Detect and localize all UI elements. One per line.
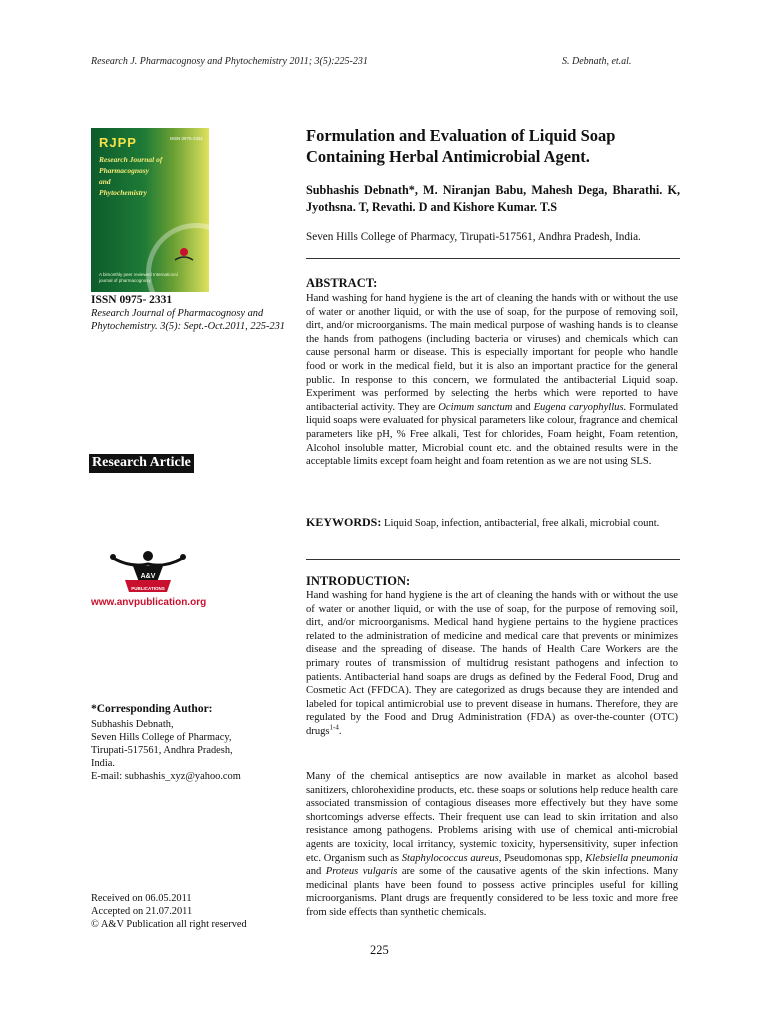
publisher-name: PUBLICATIONS (131, 586, 165, 591)
organism-name: Klebsiella pneumonia (585, 852, 678, 864)
introduction-paragraph-2: Many of the chemical antiseptics are now available in market as alcohol based sanitizers, chlorohexidine products, etc. these soaps or solutions help reduce health care associated transmission of contagious diseases more effectively but they have some shortcomings adverse effects. Their frequent use can lead to skin irritation and also resistance among pathogens. Problems arising with use of chemical anti-microbial agents are toxicity, local irritancy, systemic toxicity, hypersensitivity, super infection etc. Organism such as Staphylococcus aureus, Pseudomonas spp, Klebsiella pneumonia and Proteus vulgaris are some of the causative agents of the skin infections. Many medicinal plants have been found to possess active principles useful for killing microorganisms. Plant drugs are frequently considered to be less toxic and more free from side effects than synthetic chemicals. (306, 771, 679, 918)
keywords-label: KEYWORDS: (306, 515, 382, 529)
herb-name: Ocimum sanctum (438, 401, 513, 413)
journal-citation: Research Journal of Pharmacognosy and Phytochemistry. 3(5): Sept.-Oct.2011, 225-231 (91, 308, 286, 332)
cover-logo: RJPP (99, 135, 137, 150)
corresponding-line: Tirupati-517561, Andhra Pradesh, (91, 745, 233, 756)
journal-cover-image (91, 128, 209, 292)
article-authors: Subhashis Debnath*, M. Niranjan Babu, Mahesh Dega, Bharathi. K, Jyothsna. T, Revathi. D and Kishore Kumar. T.S (306, 183, 680, 214)
divider (306, 258, 680, 259)
page-number: 225 (370, 943, 389, 957)
keywords (306, 515, 678, 531)
abstract-heading: ABSTRACT: (306, 276, 378, 290)
accepted-date: Accepted on 21.07.2011 (91, 906, 193, 917)
svg-text:A&V: A&V (140, 573, 156, 580)
cover-issn: ISSN 0975-2331 (169, 136, 203, 141)
received-date: Received on 06.05.2011 (91, 893, 192, 904)
divider (306, 559, 680, 560)
issn-label: ISSN 0975- 2331 (91, 294, 173, 306)
corresponding-email[interactable]: E-mail: subhashis_xyz@yahoo.com (91, 771, 241, 782)
organism-name: Staphylococcus aureus (401, 852, 499, 864)
abstract-text: Hand washing for hand hygiene is the art of cleaning the hands with or without the use of water or another liquid, or with the use of soap, for the purpose of removing soil, dirt, and/or microorganisms. The main medical purpose of washing hands is to cleanse the hands from pathogens (including bacteria or viruses) and chemicals which can cause personal harm or disease. This is especially important for people who handle food or work in the medical field, but it is also an important practice for the general public. In response to this concern, we formulated the antibacterial Liquid soap. Experiment was performed by selecting the herbs which were reported to have antibacterial activity. They are Ocimum sanctum and Eugena caryophyllus. Formulated liquid soaps were evaluated for physical parameters like colour, fragrance and chemical parameters like pH, % Free alkali, Test for chlorides, Foam height, Foam retention, Alcohol insoluble matter, Microbial count etc. and the obtained results were in the acceptable limits except foam height and foam retention as we are not using SLS. (306, 293, 678, 468)
article-affiliation: Seven Hills College of Pharmacy, Tirupati-517561, Andhra Pradesh, India. (306, 231, 641, 243)
article-type-badge: Research Article (89, 454, 194, 473)
corresponding-line: Subhashis Debnath, (91, 719, 174, 730)
corresponding-author-heading: *Corresponding Author: (91, 703, 213, 715)
cover-emblem-icon (173, 246, 195, 262)
running-header-journal: Research J. Pharmacognosy and Phytochemistry 2011; 3(5):225-231 (91, 56, 368, 67)
corresponding-line: Seven Hills College of Pharmacy, (91, 732, 232, 743)
article-title: Formulation and Evaluation of Liquid Soap Containing Herbal Antimicrobial Agent. (306, 126, 616, 166)
copyright-notice: © A&V Publication all right reserved (91, 919, 247, 930)
corresponding-author (91, 703, 291, 783)
running-header-authors: S. Debnath, et.al. (562, 56, 632, 67)
publisher-logo (91, 550, 206, 612)
cover-footer: A bimonthly peer reviewed International journal of pharmacognosy (99, 272, 178, 283)
cover-title: Research Journal of Pharmacognosy and Phytochemistry (99, 155, 163, 197)
article-dates (91, 892, 291, 931)
organism-name: Proteus vulgaris (325, 866, 398, 878)
introduction-heading: INTRODUCTION: (306, 574, 411, 588)
keywords-text: Liquid Soap, infection, antibacterial, free alkali, microbial count. (381, 518, 660, 529)
publisher-url: www.anvpublication.org (91, 597, 207, 608)
reference-citation: 1-4 (329, 723, 339, 732)
herb-name: Eugena caryophyllus. (533, 401, 627, 413)
corresponding-line: India. (91, 758, 115, 769)
issn-block (91, 294, 291, 333)
introduction-paragraph-1: Hand washing for hand hygiene is the art of cleaning the hands with or without the use of water or another liquid, or with the use of soap, for the purpose of removing soil, dirt, and/or microorganisms. Medical hand hygiene pertains to the hygiene practices related to the administration of medicine and medical care that prevents or minimizes disease and the spreading of disease. The hands of Health Care Workers are the primary routes of transmission of multidrug resistant pathogens and infection to patients. Antibacterial hand soaps are drugs as defined by the Federal Food, Drug and Cosmetic Act (FFDCA). They are categorized as drugs because they are intended and labeled for topical antimicrobial use to prevent disease in humans. Therefore, they are regulated by the Food and Drug Administration (FDA) as over-the-counter (OTC) drugs$^{1-4}$. (306, 590, 678, 737)
